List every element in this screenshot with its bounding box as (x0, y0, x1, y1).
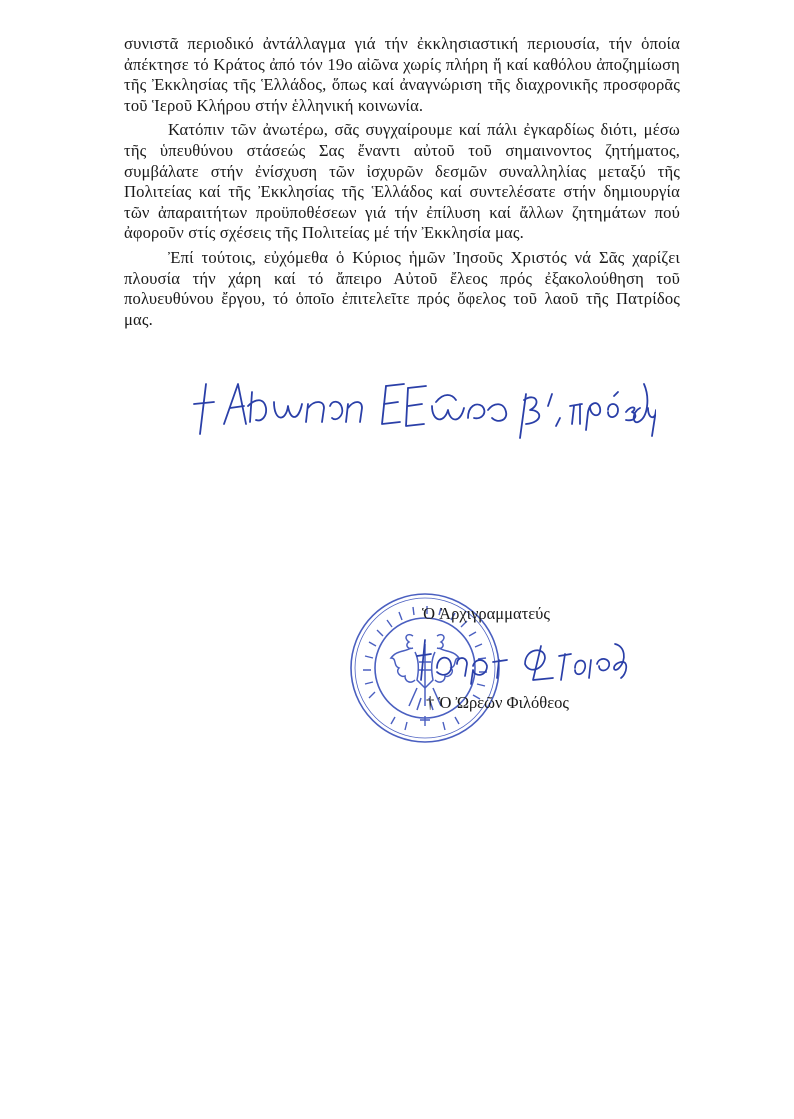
secretary-signature (415, 634, 630, 686)
primary-signature (186, 372, 656, 442)
paragraph-3: Ἐπί τούτοις, εὐχόμεθα ὁ Κύριος ἡμῶν Ἰησοῦς Χριστός νά Σᾶς χαρίζει πλουσία τήν χάρη καί τό ἄπειρο Αὐτοῦ ἔλεος πρός ἐξακολούθηση τοῦ πολυευθύνου ἔργου, τό ὁποῖο ἐπιτελεῖτε πρός ὄφελος τοῦ λαοῦ τῆς Πατρίδος μας. (124, 247, 680, 329)
letter-body (124, 34, 680, 334)
paragraph-2: Κατόπιν τῶν ἀνωτέρω, σᾶς συγχαίρουμε καί πάλι ἐγκαρδίως διότι, μέσω τῆς ὑπευθύνου στάσεώς Σας ἔναντι αὐτοῦ τοῦ σημαινοντος ζητήματος, συμβάλατε στήν ἐνίσχυση τῶν ἰσχυρῶν δεσμῶν συναλληλίας μεταξύ τῆς Πολιτείας καί τῆς Ἐκκλησίας τῆς Ἑλλάδος καί συντελέσατε στήν δημιουργία τῶν ἀπαραιτήτων προϋποθέσεων γιά τήν ἐπίλυση καί ἄλλων ζητημάτων πού ἀφοροῦν στίς σχέσεις τῆς Πολιτείας μέ τήν Ἐκκλησία μας. (124, 120, 680, 243)
secretary-name: † Ὁ Ὠρεῶν Φιλόθεος (426, 693, 569, 712)
paragraph-1: συνιστᾶ περιοδικό ἀντάλλαγμα γιά τήν ἐκκλησιαστική περιουσία, τήν ὁποία ἀπέκτησε τό Κράτος ἀπό τόν 19ο αἰῶνα χωρίς πλήρη ἤ καί καθόλου ἀποζημίωση τῆς Ἐκκλησίας τῆς Ἑλλάδος, ὅπως καί ἀναγνώριση τῆς διαχρονικῆς προσφορᾶς τοῦ Ἱεροῦ Κλήρου στήν ἑλληνική κοινωνία. (124, 34, 680, 115)
secretary-title: Ὁ Ἀρχιγραμματεύς (422, 604, 550, 623)
